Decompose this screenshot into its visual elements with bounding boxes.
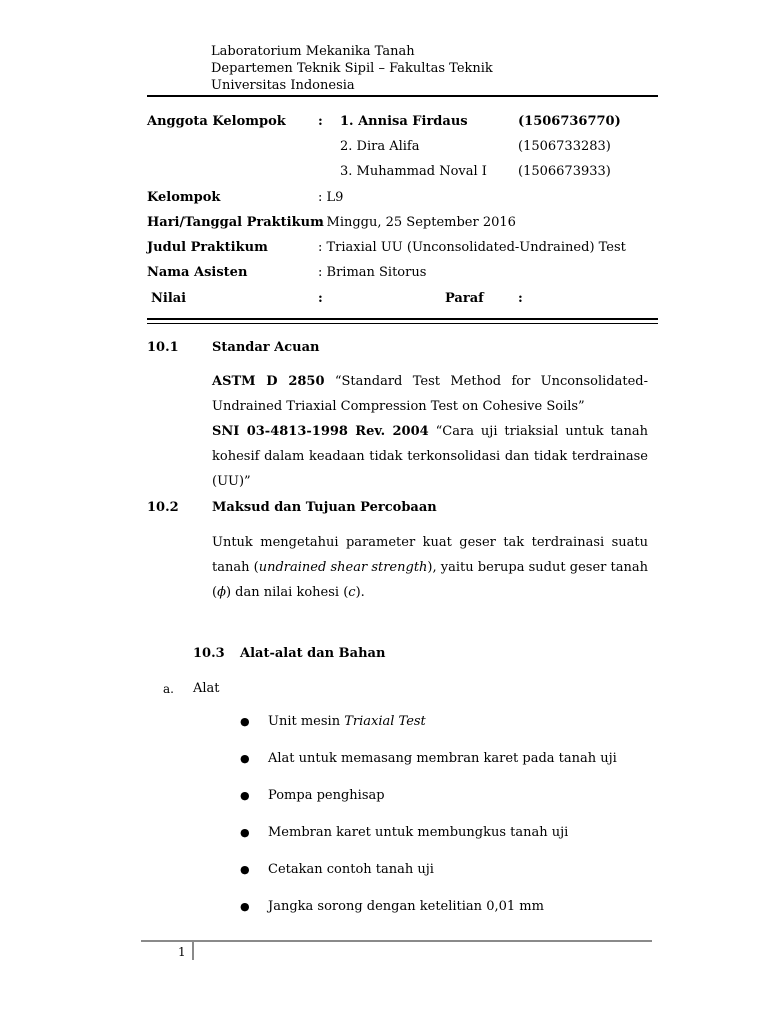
anggota-label: Anggota Kelompok — [147, 114, 286, 129]
s2-text-2: ), yaitu berupa sudut geser tanah ( — [212, 560, 648, 600]
judul-label: Judul Praktikum — [147, 240, 268, 255]
nilai-colon: : — [318, 291, 323, 306]
astm-reference — [212, 369, 648, 419]
member-2-id: (1506733283) — [518, 139, 611, 154]
member-1-id: (1506736770) — [518, 114, 621, 129]
s2-italic-term: undrained shear strength — [258, 560, 428, 575]
s2-text-3: ) dan nilai kohesi ( — [225, 585, 349, 600]
section-2-paragraph — [212, 530, 648, 605]
section-1-title: Standar Acuan — [212, 340, 320, 355]
asisten-value: : Briman Sitorus — [318, 265, 427, 280]
header-rule — [147, 95, 658, 97]
page-number: 1 — [178, 945, 186, 959]
asisten-label: Nama Asisten — [147, 265, 248, 280]
footer-rule — [141, 940, 652, 942]
hari-label: Hari/Tanggal Praktikum — [147, 215, 324, 230]
member-2-name: 2. Dira Alifa — [340, 139, 420, 154]
sni-code: SNI 03-4813-1998 Rev. 2004 — [212, 424, 429, 439]
astm-code: ASTM D 2850 — [212, 374, 325, 389]
kelompok-label: Kelompok — [147, 190, 221, 205]
member-3-name: 3. Muhammad Noval I — [340, 164, 487, 179]
sni-text: “Cara uji triaksial untuk tanah kohesif dalam keadaan tidak terkonsolidasi dan tidak terdrainase (UU)” — [212, 424, 648, 489]
list-item: Pompa penghisap — [268, 788, 385, 803]
section-2-title: Maksud dan Tujuan Percobaan — [212, 500, 437, 515]
list-item: Cetakan contoh tanah uji — [268, 862, 434, 877]
section-3-number: 10.3 — [193, 646, 225, 661]
header-department: Departemen Teknik Sipil – Fakultas Teknik — [211, 61, 493, 76]
info-rule-bottom — [147, 323, 658, 324]
s2-text-1: Untuk mengetahui parameter kuat geser tak terdrainasi suatu tanah ( — [212, 535, 648, 575]
kelompok-value: : L9 — [318, 190, 344, 205]
section-2-number: 10.2 — [147, 500, 179, 515]
bullet-icon: ● — [240, 752, 250, 765]
bullet-icon: ● — [240, 826, 250, 839]
sni-reference — [212, 419, 648, 494]
bullet-icon: ● — [240, 715, 250, 728]
phi-symbol: ϕ — [217, 585, 226, 600]
item-1-italic: Triaxial Test — [344, 714, 426, 729]
section-3-title: Alat-alat dan Bahan — [240, 646, 386, 661]
list-item: Jangka sorong dengan ketelitian 0,01 mm — [268, 899, 544, 914]
subsection-title: Alat — [193, 681, 220, 696]
member-3-id: (1506673933) — [518, 164, 611, 179]
footer-page-divider — [192, 942, 194, 960]
list-item — [268, 713, 426, 731]
bullet-icon: ● — [240, 863, 250, 876]
hari-value: : Minggu, 25 September 2016 — [318, 215, 516, 230]
list-item: Membran karet untuk membungkus tanah uji — [268, 825, 569, 840]
subsection-letter: a. — [163, 682, 174, 696]
judul-value: : Triaxial UU (Unconsolidated-Undrained) Test — [318, 240, 626, 255]
list-item: Alat untuk memasang membran karet pada tanah uji — [268, 751, 617, 766]
anggota-colon: : — [318, 114, 323, 129]
bullet-icon: ● — [240, 900, 250, 913]
info-rule-top — [147, 318, 658, 320]
paraf-label: Paraf — [445, 291, 484, 306]
nilai-label: Nilai — [151, 291, 187, 306]
s2-text-4: ). — [355, 585, 365, 600]
c-symbol: c — [348, 585, 356, 600]
header-university: Universitas Indonesia — [211, 78, 355, 93]
paraf-colon: : — [518, 291, 523, 306]
header-lab: Laboratorium Mekanika Tanah — [211, 44, 415, 59]
item-1-prefix: Unit mesin — [268, 714, 345, 729]
bullet-icon: ● — [240, 789, 250, 802]
astm-text: “Standard Test Method for Unconsolidated-Undrained Triaxial Compression Test on Cohesive Soils” — [212, 374, 649, 414]
section-1-number: 10.1 — [147, 340, 179, 355]
member-1-name: 1. Annisa Firdaus — [340, 114, 468, 129]
